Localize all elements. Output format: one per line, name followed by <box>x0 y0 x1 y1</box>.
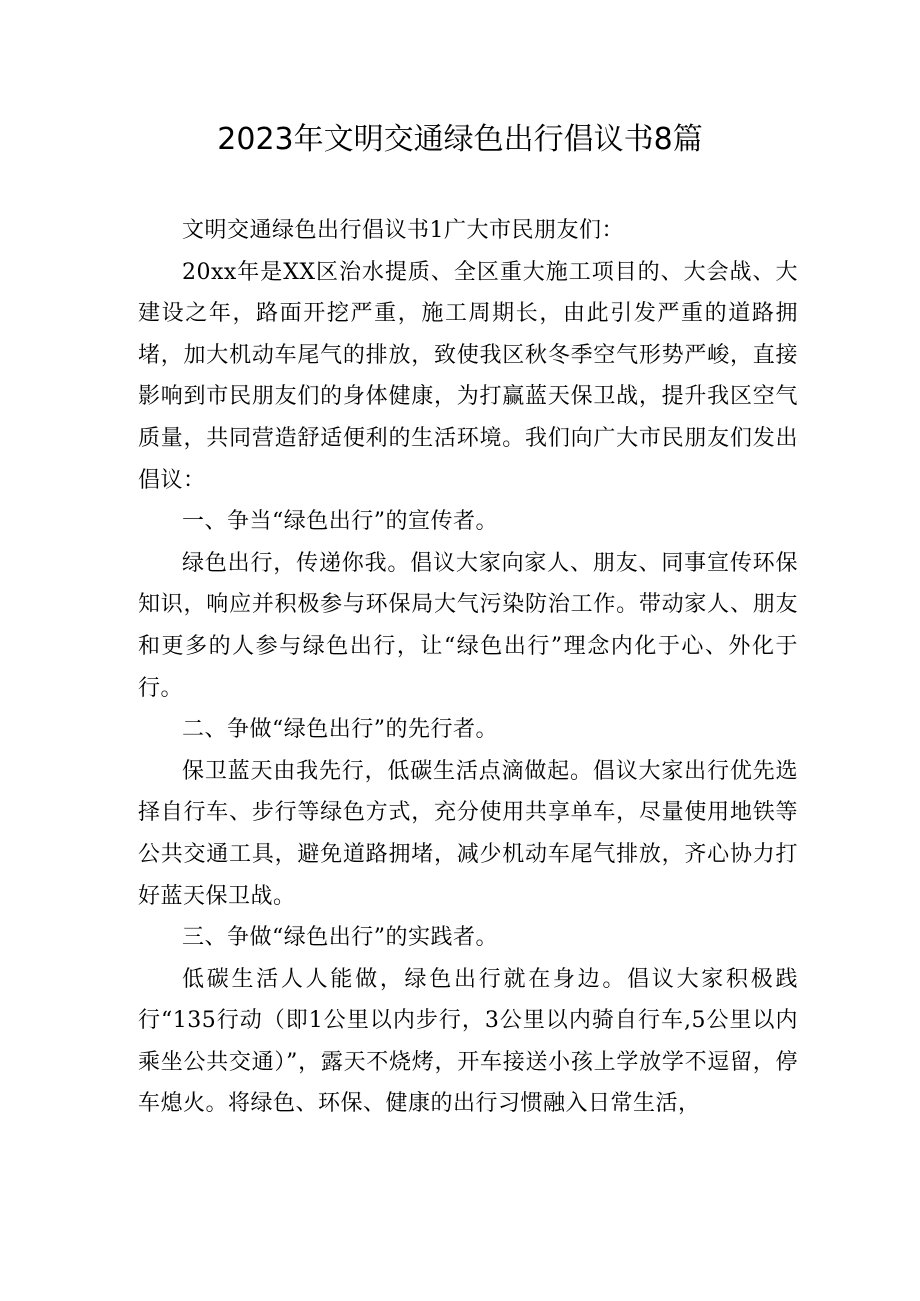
paragraph-section-2: 保卫蓝天由我先行，低碳生活点滴做起。倡议大家出行优先选择自行车、步行等绿色方式，充分使用共享单车，尽量使用地铁等公共交通工具，避免道路拥堵，减少机动车尾气排放，齐心协力打好蓝天保卫战。 <box>138 758 798 909</box>
paragraph-greeting: 文明交通绿色出行倡议书1广大市民朋友们： <box>182 218 624 243</box>
section-heading-3: 三、争做“绿色出行”的实践者。 <box>182 925 498 951</box>
paragraph-intro: 20xx年是XX区治水提质、全区重大施工项目的、大会战、大建设之年，路面开挖严重，施工周期长，由此引发严重的道路拥堵，加大机动车尾气的排放，致使我区秋冬季空气形势严峻，直接影响到市民朋友们的身体健康，为打赢蓝天保卫战，提升我区空气质量，共同营造舒适便利的生活环境。我们向广大市民朋友们发出倡议： <box>138 259 798 493</box>
section-heading-1: 一、争当“绿色出行”的宣传者。 <box>182 509 498 535</box>
document-title: 2023年文明交通绿色出行倡议书8篇 <box>217 122 703 157</box>
section-heading-2: 二、争做“绿色出行”的先行者。 <box>182 717 498 743</box>
paragraph-section-1: 绿色出行，传递你我。倡议大家向家人、朋友、同事宣传环保知识，响应并积极参与环保局大气污染防治工作。带动家人、朋友和更多的人参与绿色出行，让“绿色出行”理念内化于心、外化于行。 <box>138 550 798 701</box>
paragraph-section-3: 低碳生活人人能做，绿色出行就在身边。倡议大家积极践行“135行动（即1公里以内步行，3公里以内骑自行车,5公里以内乘坐公共交通）”，露天不烧烤，开车接送小孩上学放学不逗留，停车熄火。将绿色、环保、健康的出行习惯融入日常生活， <box>138 966 798 1117</box>
document-body <box>138 210 798 1125</box>
